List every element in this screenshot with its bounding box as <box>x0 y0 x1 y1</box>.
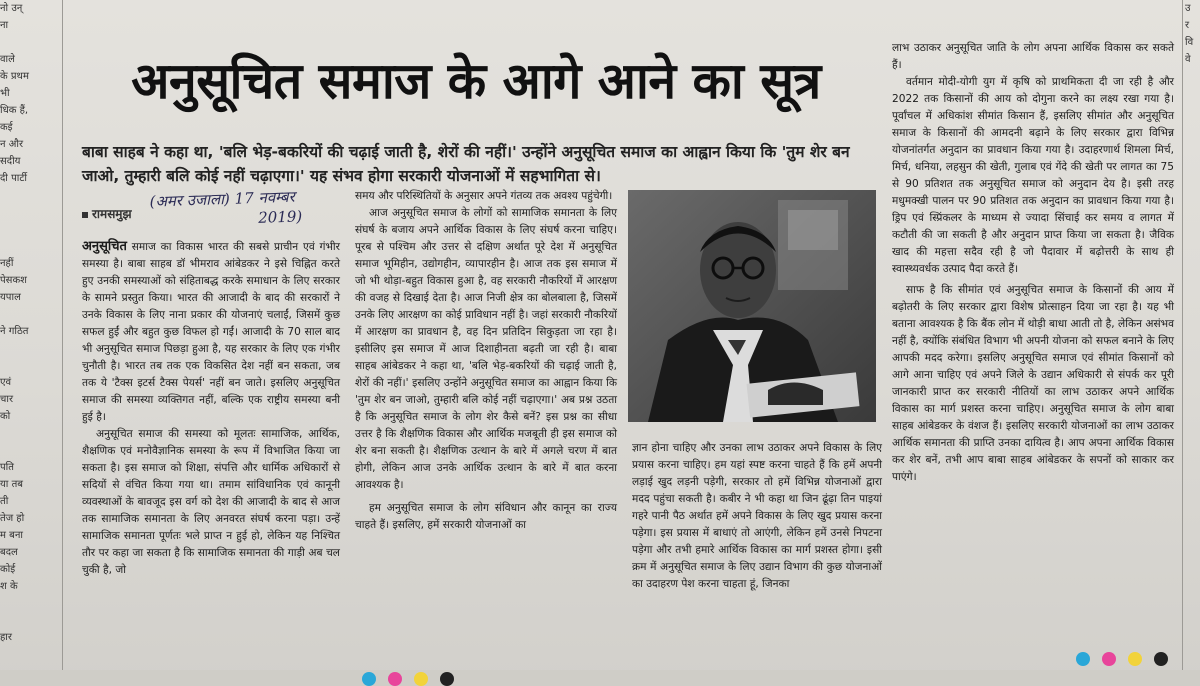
left-strip-fragment: ती <box>0 496 9 507</box>
left-strip-fragment: धिक हैं, <box>0 105 29 116</box>
column-4-paragraph-3: साफ है कि सीमांत एवं अनुसूचित समाज के किसानों की आय में बढ़ोतरी के लिए सरकार द्वारा विशेष प्रोत्साहन दिया जा रहा है। यह भी बताना आवश्यक है कि बैंक लोन में थोड़ी बाधा आती तो है, लेकिन असंभव नहीं है, क्योंकि संबंधित विभाग भी अपनी योजना को सफल बनाने के लिए आपकी मदद करेगा। इसलिए अनुसूचित समाज एवं सीमांत किसानों को आगे आना चाहिए एवं अपने जिले के उद्यान अधिकारी से संपर्क कर पूरी जानकारी प्राप्त कर सरकारी नीतियों का लाभ उठाकर अपने आर्थिक विकास का मार्ग प्रशस्त करना चाहिए। अनुसूचित समाज के लोग बाबा साहब आंबेडकर के वंशज हैं। इसलिए सरकारी योजनाओं का लाभ उठाकर आर्थिक समानता की प्राप्ति उनका दायित्व है। आप अपना आर्थिक विकास कर शेर बनें, तभी आप बाबा साहब आंबेडकर के सपनों को साकार कर पाएंगे। <box>892 284 1174 483</box>
left-strip-fragment: ने गठित <box>0 326 29 337</box>
left-strip-fragment: श के <box>0 581 18 592</box>
registration-dot <box>1076 652 1090 666</box>
right-strip-fragment <box>1185 255 1200 272</box>
right-strip-fragment <box>1185 476 1200 493</box>
registration-dot <box>1102 652 1116 666</box>
column-4-paragraph-1: लाभ उठाकर अनुसूचित जाति के लोग अपना आर्थिक विकास कर सकते हैं। <box>892 42 1174 71</box>
right-strip-fragment <box>1185 442 1200 459</box>
right-strip-fragment: उ <box>1185 3 1191 14</box>
right-strip-fragment <box>1185 153 1200 170</box>
right-strip-fragment <box>1185 493 1200 510</box>
byline-author: रामसमुझ <box>92 207 132 221</box>
right-strip-fragment <box>1185 374 1200 391</box>
article-column-1 <box>82 238 340 579</box>
right-strip-fragment <box>1185 221 1200 238</box>
left-strip-fragment: पति <box>0 462 14 473</box>
right-strip-fragment <box>1185 527 1200 544</box>
registration-dot <box>1128 652 1142 666</box>
right-strip-fragment <box>1185 561 1200 578</box>
left-strip-fragment: या तब <box>0 479 23 490</box>
byline-square-icon <box>82 212 88 218</box>
left-strip-fragment: कोई <box>0 564 16 575</box>
registration-dot <box>414 672 428 686</box>
left-strip-fragment <box>0 595 52 612</box>
left-strip-fragment: एवं <box>0 377 12 388</box>
right-strip-fragment: वि <box>1185 37 1194 48</box>
left-strip-fragment <box>0 442 52 459</box>
right-strip-fragment <box>1185 595 1200 612</box>
left-strip-fragment: सदीय <box>0 156 21 167</box>
right-strip-fragment <box>1185 85 1200 102</box>
right-strip-fragment <box>1185 136 1200 153</box>
column-1-paragraph-1 <box>82 238 340 426</box>
article-headline: अनुसूचित समाज के आगे आने का सूत्र <box>131 52 821 110</box>
handwritten-source-note <box>149 184 361 239</box>
left-strip-fragment: भी <box>0 88 10 99</box>
portrait-photo <box>628 190 876 422</box>
right-strip-fragment <box>1185 629 1200 646</box>
left-strip-fragment: के प्रथम <box>0 71 29 82</box>
handwritten-line-2: 2019) <box>257 207 303 227</box>
left-strip-fragment <box>0 357 52 374</box>
right-strip-fragment <box>1185 272 1200 289</box>
right-strip-fragment <box>1185 340 1200 357</box>
left-strip-fragment: वाले <box>0 54 15 65</box>
right-strip-fragment <box>1185 187 1200 204</box>
left-strip-fragment: नो उन् <box>0 3 23 14</box>
left-strip-fragment: पेसकश <box>0 275 27 286</box>
left-strip-fragment: यपाल <box>0 292 21 303</box>
portrait-illustration <box>628 190 876 422</box>
right-strip-fragment <box>1185 459 1200 476</box>
left-strip-fragment <box>0 612 52 629</box>
registration-dot <box>388 672 402 686</box>
registration-dot <box>440 672 454 686</box>
column-rule-left <box>62 0 63 686</box>
left-strip-fragment: म बना <box>0 530 24 541</box>
right-strip-fragment <box>1185 391 1200 408</box>
column-2-paragraph-1: समय और परिस्थितियों के अनुसार अपने गंतव्य तक अवश्य पहुंचेगी। <box>355 190 613 202</box>
column-2-paragraph-3: हम अनुसूचित समाज के लोग संविधान और कानून का राज्य चाहते हैं। इसलिए, हमें सरकारी योजनाओं का <box>355 502 617 531</box>
column-1-paragraph-1-text: समाज का विकास भारत की सबसे प्राचीन एवं गंभीर समस्या है। बाबा साहब डॉ भीमराव आंबेडकर ने इसे चिह्नित करते हुए उनकी समस्याओं को संहिताबद्ध करके समाधान के लिए सरकार के सामने प्रस्तुत किया। भारत की आजादी के बाद की सरकारों ने उनके विकास के लिए नाना प्रकार की योजनाएं चलाईं, जिसमें कुछ सफल हुईं और बहुत कुछ विफल हो गईं। आजादी के 70 साल बाद भी अनुसूचित समाज पिछड़ा हुआ है, यह सरकार के लिए एक गंभीर चुनौती है। भारत तब तक एक विकसित देश नहीं बन सकता, जब तक ये 'टैक्स इटर्स टैक्स पेयर्स' नहीं बन जाते। इसलिए अनुसूचित समाज की समस्या व्यक्तिगत नहीं, बल्कि एक राष्ट्रीय समस्या बनी हुई है। <box>82 241 340 423</box>
right-strip-fragment: र <box>1185 20 1190 31</box>
left-strip-fragment: चार <box>0 394 14 405</box>
left-strip-fragment: दी पार्टी <box>0 173 27 184</box>
left-strip-fragment: ना <box>0 20 9 31</box>
left-strip-fragment: न और <box>0 139 24 150</box>
right-strip-fragment <box>1185 68 1200 85</box>
article-column-3 <box>632 440 882 593</box>
left-strip-fragment <box>0 340 52 357</box>
right-strip-fragment: वे <box>1185 54 1191 65</box>
left-strip-fragment <box>0 306 52 323</box>
column-3-paragraph-1: ज्ञान होना चाहिए और उनका लाभ उठाकर अपने विकास के लिए प्रयास करना चाहिए। हम यहां स्पष्ट करना चाहते हैं कि हमें अपनी लड़ाई खुद लड़नी पड़ेगी, सरकार तो हमें विभिन्न योजनाओं द्वारा मदद पहुंचा सकती है। कबीर ने भी कहा था जिन ढूंढ़ा तिन पाइयां गहरे पानी पैठ अर्थात हमें अपने विकास के लिए खुद प्रयास करना पड़ेगा। इस प्रयास में बाधाएं तो आएंगी, लेकिन हमें उनसे निपटना पड़ेगा और तभी हमारे आर्थिक विकास का मार्ग प्रशस्त होगा। इसी क्रम में अनुसूचित समाज के लिए उद्यान विभाग की कुछ योजनाओं का उदाहरण पेश करना चाहता हूं, जिनका <box>632 442 882 590</box>
right-strip-fragment <box>1185 323 1200 340</box>
right-strip-fragment <box>1185 119 1200 136</box>
column-1-paragraph-2: अनुसूचित समाज की समस्या को मूलतः सामाजिक, आर्थिक, शैक्षणिक एवं मनोवैज्ञानिक समस्या के रूप में विभाजित किया जा सकता है। इस समाज को शिक्षा, संपत्ति और धार्मिक अधिकारों से सदियों से वंचित किया गया था। तमाम सांविधानिक एवं कानूनी व्यवस्थाओं के बावजूद इस वर्ग को देश की आजादी के बाद से आज तक सामाजिक समानता के लिए अनवरत संघर्ष करना पड़ा। उन्हें सामाजिक समानता पूर्णतः भले प्राप्त न हुई हो, लेकिन यह निश्चित तौर पर कहा जा सकता है कि सामाजिक समानता की गाड़ी अब चल चुकी है, जो <box>82 428 340 576</box>
right-strip-fragment <box>1185 204 1200 221</box>
right-strip-fragment <box>1185 425 1200 442</box>
article-column-2 <box>355 188 617 534</box>
article-deck: बाबा साहब ने कहा था, 'बलि भेड़-बकरियों की चढ़ाई जाती है, शेरों की नहीं।' उन्होंने अनुसूचित समाज का आह्वान किया कि 'तुम शेर बन जाओ, तुम्हारी बलि कोई नहीं चढ़ाएगा।' यह संभव होगा सरकारी योजनाओं में सहभागिता से। <box>82 143 850 185</box>
registration-dot <box>362 672 376 686</box>
right-strip-fragment <box>1185 357 1200 374</box>
right-strip-fragment <box>1185 646 1200 663</box>
right-strip-fragment <box>1185 544 1200 561</box>
left-strip-fragment: को <box>0 411 11 422</box>
left-strip-fragment <box>0 221 52 238</box>
left-strip-fragment <box>0 204 52 221</box>
left-strip-fragment <box>0 34 52 51</box>
adjacent-column-right <box>1185 0 1200 686</box>
left-strip-fragment <box>0 187 52 204</box>
column-2-paragraph-2: आज अनुसूचित समाज के लोगों को सामाजिक समानता के लिए संघर्ष के बजाय अपने आर्थिक विकास के लिए संघर्ष करना चाहिए। पूरब से पश्चिम और उत्तर से दक्षिण अर्थात पूरे देश में अनुसूचित समाज भूमिहीन, उद्योगहीन, व्यापारहीन है। आज तक इस समाज में जो भी थोड़ा-बहुत विकास हुआ है, वह सरकारी नौकरियों में आरक्षण की वजह से दिखाई देता है। आज निजी क्षेत्र का बोलबाला है, जिसमें उनके लिए आरक्षण का कोई प्राविधान नहीं है। जहां सरकारी नौकरियों में आरक्षण का प्रावधान है, वह दिन प्रतिदिन सिकुड़ता जा रहा है। इसीलिए इस समाज में आज दिशाहीनता बढ़ती जा रही है। बाबा साहब आंबेडकर ने कहा था, 'बलि भेड़-बकरियों की चढ़ाई जाती है, शेरों की नहीं।' इसलिए उन्होंने अनुसूचित समाज का आह्वान किया कि 'तुम शेर बन जाओ, तुम्हारी बलि कोई नहीं चढ़ाएगा।' अब प्रश्न उठता है कि अनुसूचित समाज के लोग शेर कैसे बनें? इस प्रश्न का सीधा उत्तर है कि शैक्षणिक विकास और आर्थिक मजबूती ही इस समाज को शेर बना सकती है। शैक्षणिक उत्थान के बारे में अगले चरण में बात होगी, लेकिन आज उनके आर्थिक उत्थान के बारे में बात करना आवश्यक है। <box>355 207 617 491</box>
right-strip-fragment <box>1185 510 1200 527</box>
registration-dot <box>1154 652 1168 666</box>
left-strip-fragment: कई <box>0 122 13 133</box>
left-strip-fragment: तेज हो <box>0 513 25 524</box>
print-margin <box>0 670 1200 686</box>
right-strip-fragment <box>1185 612 1200 629</box>
left-strip-fragment: बदल <box>0 547 18 558</box>
column-rule-right <box>1182 0 1183 686</box>
left-strip-fragment <box>0 238 52 255</box>
right-strip-fragment <box>1185 578 1200 595</box>
left-strip-fragment: नहीं <box>0 258 14 269</box>
right-strip-fragment <box>1185 306 1200 323</box>
right-strip-fragment <box>1185 238 1200 255</box>
adjacent-column-left <box>0 0 52 686</box>
right-strip-fragment <box>1185 170 1200 187</box>
right-strip-fragment <box>1185 408 1200 425</box>
handwritten-line-1: (अमर उजाला) 17 नवम्बर <box>149 187 296 211</box>
article-column-4 <box>892 40 1174 486</box>
left-strip-fragment <box>0 425 52 442</box>
right-strip-fragment <box>1185 289 1200 306</box>
left-strip-fragment: हार <box>0 632 12 643</box>
drop-lead-word: अनुसूचित <box>82 239 127 254</box>
right-strip-fragment <box>1185 102 1200 119</box>
column-4-paragraph-2: वर्तमान मोदी-योगी युग में कृषि को प्राथमिकता दी जा रही है और 2022 तक किसानों की आय को दोगुना करने का लक्ष्य रखा गया है। पूर्वांचल में अधिकांश सीमांत किसान हैं, इसलिए सीमांत और अनुसूचित समाज के किसानों की आमदनी बढ़ाने के लिए सरकार द्वारा विभिन्न योजनांतर्गत अनुदान का प्रावधान किया गया है। उदाहरणार्थ शिमला मिर्च, मिर्च, धनिया, लहसुन की खेती, गुलाब एवं गेंदे की खेती पर लागत का 75 से 90 प्रतिशत तक अनुसूचित समाज को अनुदान देय है। इसी तरह मधुमक्खी पालन पर 90 प्रतिशत तक अनुदान का प्रावधान किया गया है। ड्रिप एवं स्प्रिंकलर के माध्यम से ज्यादा सिंचाई कर समय व लागत में कटौती की जा सकती है और अनुदान प्राप्त किया जा सकता है। जैविक खाद की महत्ता सदैव रही है जो पैदावार में बढ़ोत्तरी के साथ ही स्वास्थ्यवर्धक उत्पाद पैदा करते हैं। <box>892 76 1174 275</box>
